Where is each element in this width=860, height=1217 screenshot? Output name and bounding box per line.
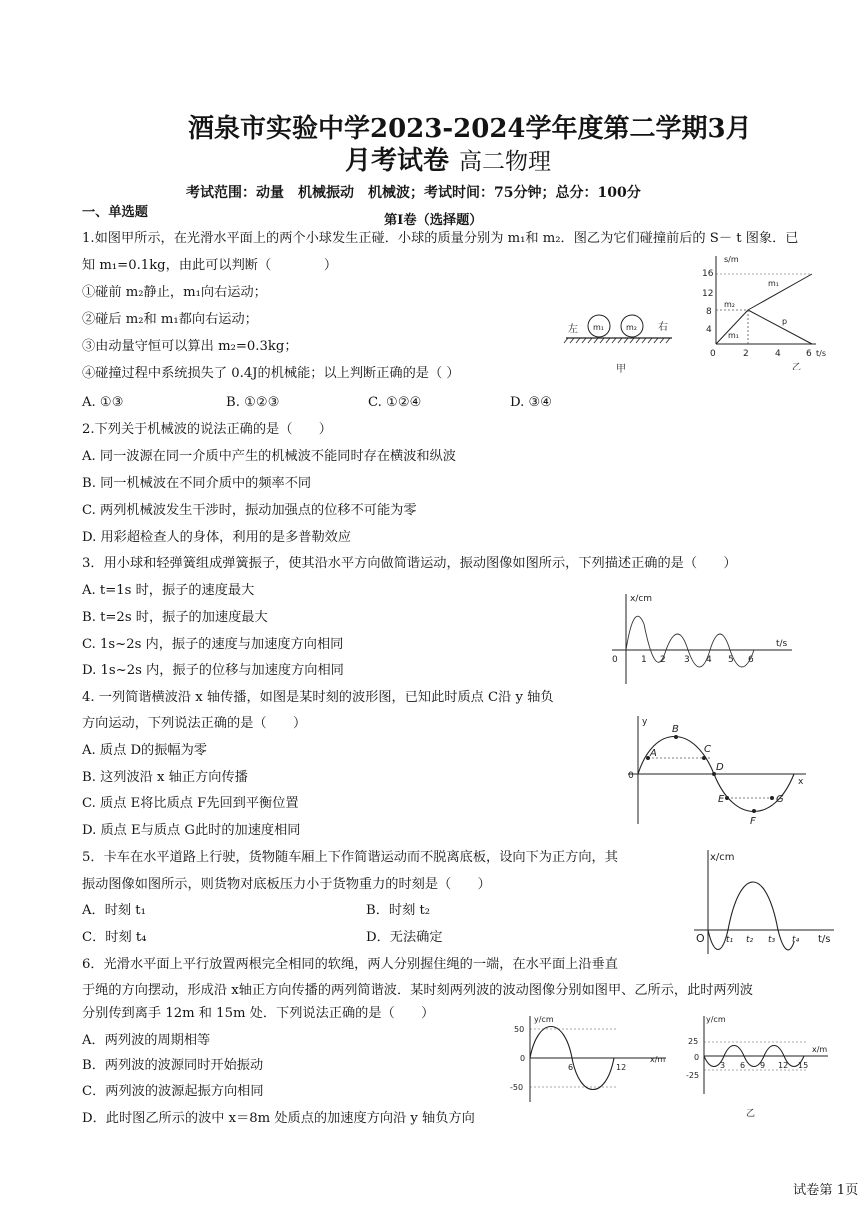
point-d-label: D — [716, 762, 724, 773]
q5-option-b: B．时刻 t₂ — [366, 903, 431, 918]
q3-option-d: D. 1s~2s 内，振子的位移与加速度方向相同 — [82, 663, 344, 678]
q1-statement-3: ③由动量守恒可以算出 m₂=0.3kg； — [82, 339, 298, 354]
q2-option-d: D. 用彩超检查人的身体，利用的是多普勒效应 — [82, 530, 352, 545]
exam-info: 考试范围：动量 机械振动 机械波；考试时间：75分钟；总分：100分 — [186, 185, 641, 201]
q4-option-c: C. 质点 E将比质点 F先回到平衡位置 — [82, 796, 299, 811]
q6b-xlabel: x/m — [812, 1045, 828, 1054]
ground-hatch — [564, 338, 670, 343]
point-e-label: E — [718, 794, 725, 805]
q1-statement-1: ①碰前 m₂静止，m₁向右运动； — [82, 285, 267, 300]
q1-statement-4: ④碰撞过程中系统损失了 0.4J的机械能；以上判断正确的是（ ） — [82, 366, 460, 381]
q3-vibration-graph — [608, 588, 808, 688]
q6-stem-line1: 6．光滑水平面上平行放置两根完全相同的软绳，两人分别握住绳的一端，在水平面上沿垂直 — [82, 957, 618, 972]
q1-stem-line1: 1.如图甲所示，在光滑水平面上的两个小球发生正碰．小球的质量分别为 m₁和 m₂．图乙为它们碰撞前后的 S－ t 图象．已 — [82, 231, 799, 246]
page-number: 试卷第 1页 — [793, 1183, 859, 1198]
fig-jia-caption: 甲 — [616, 364, 626, 375]
q6b-zero: 0 — [694, 1053, 700, 1062]
q6-stem-line3: 分别传到离手 12m 和 15m 处．下列说法正确的是（ ） — [82, 1006, 435, 1021]
q5-option-d: D．无法确定 — [366, 930, 443, 945]
st-xtick-4: 4 — [775, 349, 781, 359]
q5-vibration-graph — [684, 846, 840, 956]
q2-option-c: C. 两列机械波发生干涉时，振动加强点的位移不可能为零 — [82, 503, 417, 518]
q3-xtick-2: 2 — [660, 655, 666, 665]
q4-option-a: A. 质点 D的振幅为零 — [82, 743, 207, 758]
q6-stem-line2: 于绳的方向摆动，形成沿 x轴正方向传播的两列简谐波．某时刻两列波的波动图像分别如图甲、乙所示，此时两列波 — [82, 983, 753, 998]
st-xtick-6: 6 — [806, 349, 812, 359]
q1-option-d: D. ③④ — [510, 395, 553, 410]
q3-xlabel: t/s — [776, 639, 788, 649]
q1-figure-jia — [562, 302, 680, 382]
q4-y-label: y — [642, 717, 648, 727]
st-ylabel: s/m — [724, 255, 739, 264]
q1-option-c: C. ①②④ — [368, 395, 422, 410]
st-label-m1-top: m₁ — [768, 279, 779, 288]
q5-stem-line2: 振动图像如图所示，则货物对底板压力小于货物重力的时刻是（ ） — [82, 877, 491, 892]
q6b-tick-6: 6 — [740, 1061, 746, 1070]
q5-ylabel: x/cm — [710, 852, 735, 863]
q2-option-b: B. 同一机械波在不同介质中的频率不同 — [82, 476, 312, 491]
q6-wave-graph-b — [686, 1012, 832, 1122]
q5-option-c: C．时刻 t₄ — [82, 930, 147, 945]
q5-t3: t₃ — [768, 935, 776, 945]
volume-label: 第Ⅰ卷（选择题） — [384, 213, 483, 228]
q6b-tick-12: 12 — [778, 1061, 789, 1070]
q3-xtick-4: 4 — [706, 655, 712, 665]
q6a-ylabel: y/cm — [534, 1015, 554, 1024]
q6-option-a: A．两列波的周期相等 — [82, 1033, 211, 1048]
st-caption: 乙 — [792, 363, 802, 370]
q3-origin: 0 — [612, 655, 618, 665]
q1-option-b: B. ①②③ — [226, 395, 280, 410]
st-ytick-16: 16 — [702, 269, 714, 279]
q4-waveform-graph — [624, 712, 808, 828]
q6-option-b: B．两列波的波源同时开始振动 — [82, 1058, 264, 1073]
q6a-x6: 6 — [568, 1063, 574, 1072]
st-label-p: p — [782, 317, 788, 326]
q6a-x12: 12 — [616, 1063, 627, 1072]
q6a-zero: 0 — [520, 1054, 526, 1063]
q3-xtick-1: 1 — [641, 655, 647, 665]
q6-option-d: D．此时图乙所示的波中 x＝8m 处质点的加速度方向沿 y 轴负方向 — [82, 1111, 475, 1126]
st-xtick-2: 2 — [743, 349, 749, 359]
q6a-bottom: -50 — [510, 1083, 524, 1092]
page-title-line1: 酒泉市实验中学2023-2024学年度第二学期3月 — [188, 114, 752, 144]
q3-option-a: A. t=1s 时，振子的速度最大 — [82, 583, 255, 598]
q1-option-a: A. ①③ — [82, 395, 124, 410]
st-xunit: t/s — [816, 349, 826, 358]
point-f-label: F — [750, 816, 756, 827]
q4-stem-line2: 方向运动，下列说法正确的是（ ） — [82, 716, 307, 731]
point-c-label: C — [704, 744, 711, 755]
q5-t1: t₁ — [726, 935, 734, 945]
q5-xlabel: t/s — [818, 934, 831, 945]
q6b-top: 25 — [688, 1037, 699, 1046]
q1-statement-2: ②碰后 m₂和 m₁都向右运动； — [82, 312, 258, 327]
q3-stem: 3．用小球和轻弹簧组成弹簧振子，使其沿水平方向做简谐运动，振动图像如图所示，下列描述正确的是（ ） — [82, 556, 737, 571]
st-xtick-0: 0 — [710, 349, 716, 359]
point-g-label: G — [776, 794, 784, 805]
point-e — [725, 796, 729, 800]
q4-option-b: B. 这列波沿 x 轴正方向传播 — [82, 770, 248, 785]
point-f — [752, 809, 756, 813]
q1-stem-line2: 知 m₁=0.1kg，由此可以判断（ ） — [82, 258, 338, 273]
q3-ylabel: x/cm — [630, 594, 653, 604]
q3-xtick-3: 3 — [684, 655, 690, 665]
q4-stem-line1: 4. 一列简谐横波沿 x 轴传播，如图是某时刻的波形图，已知此时质点 C沿 y 轴负 — [82, 690, 554, 705]
section-type: 一、单选题 — [82, 205, 148, 220]
q6b-tick-3: 3 — [720, 1061, 726, 1070]
q5-origin: O — [696, 932, 705, 945]
page-title-line2a: 月考试卷 — [345, 146, 450, 176]
point-c — [702, 756, 706, 760]
q6-option-c: C．两列波的波源起振方向相同 — [82, 1084, 264, 1099]
point-a-label: A — [650, 748, 657, 759]
q5-stem-line1: 5．卡车在水平道路上行驶，货物随车厢上下作简谐运动而不脱离底板，设向下为正方向，其 — [82, 850, 618, 865]
q6b-bottom: -25 — [686, 1071, 700, 1080]
q3-option-c: C. 1s~2s 内，振子的速度与加速度方向相同 — [82, 637, 344, 652]
q4-option-d: D. 质点 E与质点 G此时的加速度相同 — [82, 823, 301, 838]
st-ytick-8: 8 — [706, 307, 712, 317]
q3-xtick-5: 5 — [728, 655, 734, 665]
st-m1-after — [748, 310, 812, 344]
q4-x-label: x — [798, 777, 804, 787]
q6b-tick-15: 15 — [798, 1061, 809, 1070]
q3-xtick-6: 6 — [748, 655, 754, 665]
q4-origin: 0 — [628, 771, 634, 781]
point-b-label: B — [672, 724, 679, 735]
q5-t4: t₄ — [792, 935, 800, 945]
st-ytick-12: 12 — [702, 289, 714, 299]
q2-option-a: A. 同一波源在同一介质中产生的机械波不能同时存在横波和纵波 — [82, 449, 456, 464]
ball-m2-label: m₂ — [626, 323, 637, 332]
st-label-m2: m₂ — [724, 300, 735, 309]
q2-stem: 2.下列关于机械波的说法正确的是（ ） — [82, 422, 332, 437]
fig-left-label: 左 — [568, 324, 578, 335]
ball-m1-label: m₁ — [593, 323, 604, 332]
q6b-caption: 乙 — [746, 1109, 756, 1119]
fig-right-label: 右 — [658, 322, 668, 333]
q5-t2: t₂ — [746, 935, 754, 945]
q6a-top: 50 — [514, 1025, 525, 1034]
q6a-xlabel: x/m — [650, 1055, 666, 1064]
q6-wave-graph-a — [508, 1012, 670, 1104]
q3-option-b: B. t=2s 时，振子的加速度最大 — [82, 610, 268, 625]
page-title-line2b: 高二物理 — [459, 149, 551, 175]
q5-option-a: A．时刻 t₁ — [82, 903, 146, 918]
q1-st-graph — [696, 252, 836, 370]
st-ytick-4: 4 — [706, 325, 712, 335]
q6b-tick-9: 9 — [760, 1061, 766, 1070]
point-b — [674, 735, 678, 739]
st-m2-after — [748, 274, 812, 310]
point-g — [770, 796, 774, 800]
q6b-ylabel: y/cm — [706, 1015, 726, 1024]
st-label-m1: m₁ — [728, 331, 739, 340]
